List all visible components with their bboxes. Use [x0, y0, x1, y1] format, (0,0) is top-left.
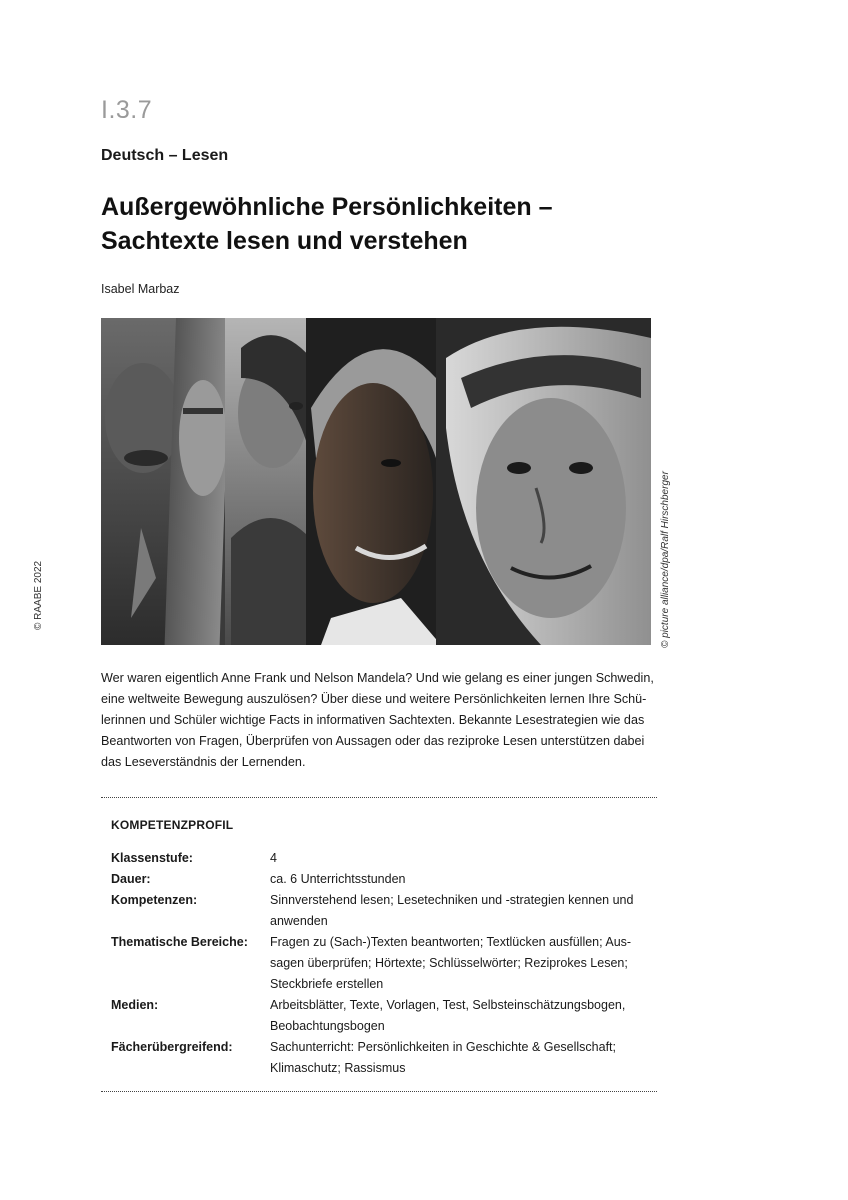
profile-value-line: Klimaschutz; Rassismus: [270, 1061, 406, 1075]
profile-row-media: [111, 995, 651, 1037]
dotted-divider-bottom: [101, 1091, 657, 1092]
profile-value-line: Sachunterricht: Persönlichkeiten in Geschichte & Gesellschaft;: [270, 1040, 617, 1054]
profile-value: [270, 995, 651, 1037]
profile-row-duration: [111, 869, 651, 890]
profile-value-line: Beobachtungsbogen: [270, 1019, 385, 1033]
dotted-divider-top: [101, 797, 657, 798]
subject-line: Deutsch – Lesen: [101, 147, 229, 164]
profile-label: Klassenstufe:: [111, 851, 193, 865]
profile-value: [270, 932, 651, 995]
intro-line: Wer waren eigentlich Anne Frank und Nelson Mandela? Und wie gelang es einer jungen Schwedin,: [101, 671, 654, 685]
profile-label: Dauer:: [111, 872, 151, 886]
profile-value-line: Fragen zu (Sach-)Texten beantworten; Textlücken ausfüllen; Aus-: [270, 935, 632, 949]
mural-illustration: [101, 318, 651, 645]
intro-line: das Leseverständnis der Lernenden.: [101, 755, 306, 769]
intro-line: Beantworten von Fragen, Überprüfen von Aussagen oder das reziproke Lesen unterstützen dabei: [101, 734, 645, 748]
profile-value-line: anwenden: [270, 914, 328, 928]
title-line-1: Außergewöhnliche Persönlichkeiten –: [101, 193, 553, 221]
page-title: [101, 190, 553, 258]
profile-value-line: Steckbriefe erstellen: [270, 977, 384, 991]
profile-value: [270, 869, 651, 890]
intro-line: eine weltweite Bewegung auszulösen? Über diese und weitere Persönlichkeiten lernen Ihre Schü-: [101, 692, 647, 706]
profile-row-competences: [111, 890, 651, 932]
profile-label: Kompetenzen:: [111, 893, 198, 907]
profile-row-interdisciplinary: [111, 1037, 651, 1079]
profile-label: Medien:: [111, 998, 159, 1012]
profile-label: Fächerübergreifend:: [111, 1040, 233, 1054]
profile-value-line: Arbeitsblätter, Texte, Vorlagen, Test, Selbsteinschätzungsbogen,: [270, 998, 626, 1012]
profile-value-line: Sinnverstehend lesen; Lesetechniken und -strategien kennen und: [270, 893, 634, 907]
profile-value: [270, 848, 651, 869]
intro-paragraph: [101, 668, 661, 773]
side-copyright: © RAABE 2022: [33, 560, 44, 630]
section-number: I.3.7: [101, 96, 153, 124]
profile-value-line: sagen überprüfen; Hörtexte; Schlüsselwörter; Reziprokes Lesen;: [270, 956, 628, 970]
profile-heading: KOMPETENZPROFIL: [111, 818, 234, 832]
profile-value-line: 4: [270, 851, 277, 865]
author: Isabel Marbaz: [101, 282, 180, 296]
profile-value: [270, 1037, 651, 1079]
intro-line: lerinnen und Schüler wichtige Facts in informativen Sachtexten. Bekannte Lesestrategien wie das: [101, 713, 645, 727]
competence-profile: [111, 848, 651, 1079]
profile-row-grade: [111, 848, 651, 869]
profile-value: [270, 890, 651, 932]
photo-credit: © picture alliance/dpa/Ralf Hirschberger: [660, 471, 671, 648]
cover-photo: [101, 318, 651, 645]
profile-label: Thematische Bereiche:: [111, 935, 248, 949]
profile-value-line: ca. 6 Unterrichtsstunden: [270, 872, 406, 886]
title-line-2: Sachtexte lesen und verstehen: [101, 227, 468, 255]
profile-row-topics: [111, 932, 651, 995]
